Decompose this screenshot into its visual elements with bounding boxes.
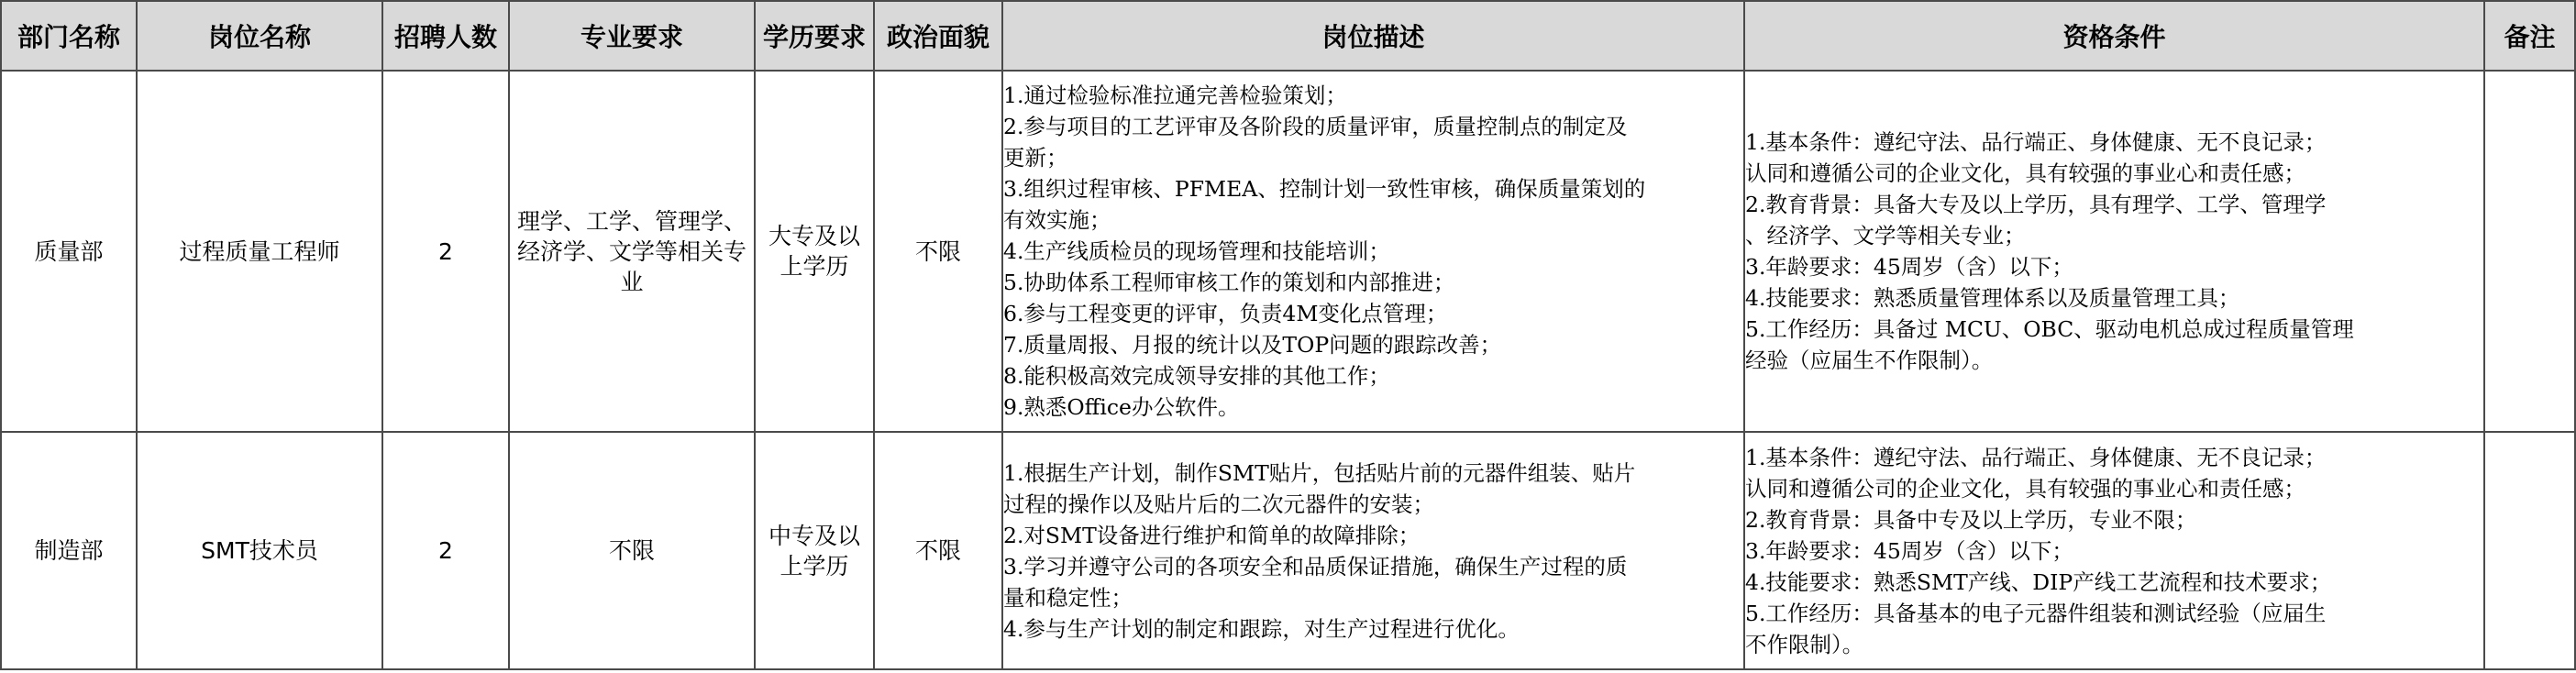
- header-row: [1, 1, 2575, 71]
- header-qualifications: 资格条件: [1744, 1, 2484, 71]
- qualification-line: 5.工作经历：具备基本的电子元器件组装和测试经验（应届生: [1745, 600, 2327, 626]
- description-line: 7.质量周报、月报的统计以及TOP问题的跟踪改善；: [1003, 332, 1502, 358]
- description-line: 2.对SMT设备进行维护和简单的故障排除；: [1003, 522, 1421, 548]
- major-text: 理学、工学、管理学、经济学、文学等相关专业: [517, 207, 747, 295]
- education-cell: [755, 71, 874, 432]
- qualification-line: 1.基本条件：遵纪守法、品行端正、身体健康、无不良记录；: [1745, 129, 2327, 155]
- table-row: [1, 71, 2575, 432]
- dept-cell: 质量部: [1, 71, 137, 432]
- description-line: 3.学习并遵守公司的各项安全和品质保证措施，确保生产过程的质: [1003, 553, 1628, 579]
- qualifications-cell: [1744, 432, 2484, 669]
- qualification-line: 认同和遵循公司的企业文化，具有较强的事业心和责任感；: [1745, 160, 2305, 186]
- header-description: 岗位描述: [1002, 1, 1744, 71]
- description-line: 6.参与工程变更的评审，负责4M变化点管理；: [1003, 301, 1448, 326]
- qualification-line: 5.工作经历：具备过 MCU、OBC、驱动电机总成过程质量管理: [1745, 316, 2354, 342]
- count-cell: 2: [382, 432, 509, 669]
- description-line: 3.组织过程审核、PFMEA、控制计划一致性审核，确保质量策划的: [1003, 176, 1646, 202]
- description-line: 1.根据生产计划，制作SMT贴片，包括贴片前的元器件组装、贴片: [1003, 459, 1636, 486]
- description-cell: [1002, 71, 1744, 432]
- education-cell: [755, 432, 874, 669]
- qualification-line: 4.技能要求：熟悉SMT产线、DIP产线工艺流程和技术要求；: [1745, 568, 2332, 595]
- header-major: 专业要求: [509, 1, 755, 71]
- position-cell: SMT技术员: [137, 432, 382, 669]
- description-line: 9.熟悉Office办公软件。: [1003, 394, 1240, 420]
- qualification-line: 、经济学、文学等相关专业；: [1745, 223, 2026, 248]
- description-line: 8.能积极高效完成领导安排的其他工作；: [1003, 363, 1390, 389]
- major-cell: [509, 71, 755, 432]
- header-political: 政治面貌: [874, 1, 1002, 71]
- qualification-line: 4.技能要求：熟悉质量管理体系以及质量管理工具；: [1745, 285, 2240, 311]
- position-cell: 过程质量工程师: [137, 71, 382, 432]
- description-line: 5.协助体系工程师审核工作的策划和内部推进；: [1003, 270, 1455, 295]
- table-row: [1, 432, 2575, 669]
- description-line: 更新；: [1003, 145, 1068, 171]
- qualifications-cell: [1744, 71, 2484, 432]
- qualification-line: 3.年龄要求：45周岁（含）以下；: [1745, 254, 2073, 280]
- political-cell: 不限: [874, 432, 1002, 669]
- remark-cell: [2484, 71, 2575, 432]
- qualification-line: 认同和遵循公司的企业文化，具有较强的事业心和责任感；: [1745, 475, 2305, 502]
- header-position: 岗位名称: [137, 1, 382, 71]
- description-line: 过程的操作以及贴片后的二次元器件的安装；: [1003, 491, 1434, 517]
- description-cell: [1002, 432, 1744, 669]
- remark-cell: [2484, 432, 2575, 669]
- header-education: 学历要求: [755, 1, 874, 71]
- qualification-line: 1.基本条件：遵纪守法、品行端正、身体健康、无不良记录；: [1745, 444, 2327, 470]
- description-line: 量和稳定性；: [1003, 584, 1133, 611]
- qualification-line: 不作限制）。: [1745, 631, 1864, 657]
- dept-cell: 制造部: [1, 432, 137, 669]
- description-line: 1.通过检验标准拉通完善检验策划；: [1003, 83, 1347, 108]
- political-cell: 不限: [874, 71, 1002, 432]
- count-cell: 2: [382, 71, 509, 432]
- qualification-line: 2.教育背景：具备大专及以上学历，具有理学、工学、管理学: [1745, 192, 2327, 217]
- table-header: [1, 1, 2575, 71]
- description-line: 2.参与项目的工艺评审及各阶段的质量评审，质量控制点的制定及: [1003, 114, 1628, 139]
- qualification-line: 3.年龄要求：45周岁（含）以下；: [1745, 537, 2073, 564]
- header-count: 招聘人数: [382, 1, 509, 71]
- header-remark: 备注: [2484, 1, 2575, 71]
- qualification-line: 经验（应届生不作限制）。: [1745, 348, 1994, 373]
- education-text: 大专及以上学历: [768, 223, 860, 280]
- education-text: 中专及以上学历: [768, 522, 860, 579]
- description-line: 有效实施；: [1003, 207, 1111, 233]
- major-text: 不限: [608, 537, 655, 564]
- qualification-line: 2.教育背景：具备中专及以上学历，专业不限；: [1745, 506, 2197, 533]
- major-cell: [509, 432, 755, 669]
- description-line: 4.参与生产计划的制定和跟踪，对生产过程进行优化。: [1003, 615, 1520, 642]
- header-dept: 部门名称: [1, 1, 137, 71]
- description-line: 4.生产线质检员的现场管理和技能培训；: [1003, 238, 1390, 264]
